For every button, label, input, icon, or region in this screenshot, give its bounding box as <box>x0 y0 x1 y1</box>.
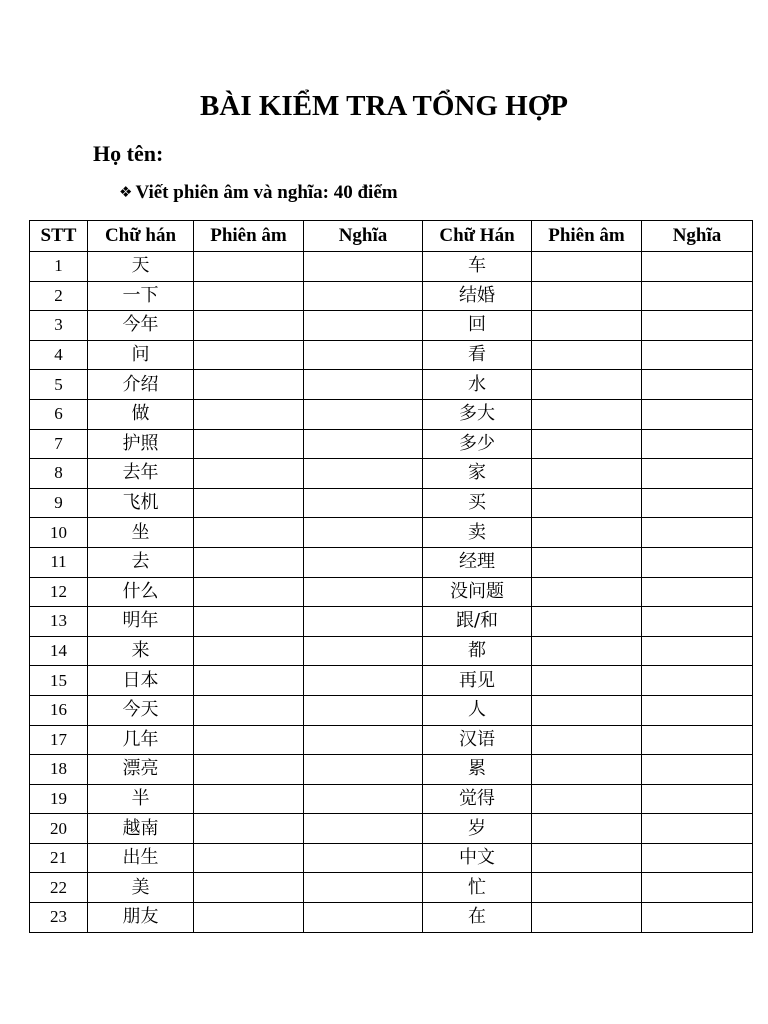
pinyin-input-left[interactable] <box>194 814 304 844</box>
hanzi-cell-left: 来 <box>88 636 194 666</box>
instruction <box>119 180 398 206</box>
meaning-input-right[interactable] <box>642 399 753 429</box>
pinyin-input-left[interactable] <box>194 725 304 755</box>
hanzi-cell-right: 家 <box>423 459 532 489</box>
table-row <box>30 695 753 725</box>
pinyin-input-right[interactable] <box>532 399 642 429</box>
stt-cell: 1 <box>30 252 88 282</box>
pinyin-input-right[interactable] <box>532 459 642 489</box>
hanzi-cell-left: 问 <box>88 340 194 370</box>
pinyin-input-right[interactable] <box>532 281 642 311</box>
table-row <box>30 311 753 341</box>
hanzi-cell-left: 去 <box>88 547 194 577</box>
hanzi-cell-left: 天 <box>88 252 194 282</box>
table-row <box>30 252 753 282</box>
stt-cell: 7 <box>30 429 88 459</box>
vocabulary-table <box>29 220 753 933</box>
meaning-input-right[interactable] <box>642 252 753 282</box>
hanzi-cell-right: 看 <box>423 340 532 370</box>
stt-cell: 22 <box>30 873 88 903</box>
meaning-input-left[interactable] <box>304 607 423 637</box>
stt-cell: 18 <box>30 755 88 785</box>
pinyin-input-right[interactable] <box>532 518 642 548</box>
stt-cell: 3 <box>30 311 88 341</box>
hanzi-cell-right: 车 <box>423 252 532 282</box>
table-row <box>30 281 753 311</box>
hanzi-cell-left: 什么 <box>88 577 194 607</box>
header-chu-han-right: Chữ Hán <box>423 221 532 252</box>
meaning-input-right[interactable] <box>642 873 753 903</box>
pinyin-input-left[interactable] <box>194 547 304 577</box>
hanzi-cell-right: 跟/和 <box>423 607 532 637</box>
table-row <box>30 725 753 755</box>
name-label: Họ tên: <box>93 141 164 166</box>
table-row <box>30 459 753 489</box>
hanzi-cell-left: 飞机 <box>88 488 194 518</box>
meaning-input-left[interactable] <box>304 843 423 873</box>
hanzi-cell-left: 去年 <box>88 459 194 489</box>
hanzi-cell-left: 坐 <box>88 518 194 548</box>
pinyin-input-left[interactable] <box>194 459 304 489</box>
meaning-input-left[interactable] <box>304 518 423 548</box>
hanzi-cell-right: 水 <box>423 370 532 400</box>
hanzi-cell-left: 半 <box>88 784 194 814</box>
hanzi-cell-right: 累 <box>423 755 532 785</box>
hanzi-cell-right: 都 <box>423 636 532 666</box>
hanzi-cell-right: 买 <box>423 488 532 518</box>
meaning-input-right[interactable] <box>642 784 753 814</box>
meaning-input-left[interactable] <box>304 903 423 933</box>
stt-cell: 8 <box>30 459 88 489</box>
meaning-input-right[interactable] <box>642 755 753 785</box>
pinyin-input-right[interactable] <box>532 547 642 577</box>
diamond-bullet-icon: ❖ <box>119 183 133 201</box>
instruction-text: Viết phiên âm và nghĩa: 40 điểm <box>135 182 398 203</box>
pinyin-input-left[interactable] <box>194 607 304 637</box>
pinyin-input-left[interactable] <box>194 636 304 666</box>
pinyin-input-left[interactable] <box>194 755 304 785</box>
meaning-input-left[interactable] <box>304 755 423 785</box>
pinyin-input-left[interactable] <box>194 695 304 725</box>
pinyin-input-left[interactable] <box>194 340 304 370</box>
stt-cell: 19 <box>30 784 88 814</box>
table-row <box>30 518 753 548</box>
hanzi-cell-left: 越南 <box>88 814 194 844</box>
pinyin-input-left[interactable] <box>194 370 304 400</box>
meaning-input-left[interactable] <box>304 725 423 755</box>
stt-cell: 12 <box>30 577 88 607</box>
stt-cell: 16 <box>30 695 88 725</box>
header-phien-am-right: Phiên âm <box>532 221 642 252</box>
stt-cell: 21 <box>30 843 88 873</box>
meaning-input-right[interactable] <box>642 311 753 341</box>
table-row <box>30 843 753 873</box>
meaning-input-left[interactable] <box>304 340 423 370</box>
meaning-input-left[interactable] <box>304 547 423 577</box>
stt-cell: 10 <box>30 518 88 548</box>
pinyin-input-right[interactable] <box>532 340 642 370</box>
pinyin-input-right[interactable] <box>532 784 642 814</box>
hanzi-cell-right: 在 <box>423 903 532 933</box>
hanzi-cell-left: 日本 <box>88 666 194 696</box>
table-row <box>30 547 753 577</box>
pinyin-input-right[interactable] <box>532 814 642 844</box>
meaning-input-right[interactable] <box>642 429 753 459</box>
meaning-input-left[interactable] <box>304 695 423 725</box>
table-row <box>30 814 753 844</box>
pinyin-input-left[interactable] <box>194 311 304 341</box>
meaning-input-right[interactable] <box>642 577 753 607</box>
meaning-input-left[interactable] <box>304 281 423 311</box>
hanzi-cell-right: 结婚 <box>423 281 532 311</box>
header-nghia-left: Nghĩa <box>304 221 423 252</box>
table-row <box>30 370 753 400</box>
pinyin-input-left[interactable] <box>194 488 304 518</box>
hanzi-cell-right: 回 <box>423 311 532 341</box>
meaning-input-right[interactable] <box>642 547 753 577</box>
pinyin-input-right[interactable] <box>532 488 642 518</box>
table-row <box>30 755 753 785</box>
table-row <box>30 784 753 814</box>
meaning-input-right[interactable] <box>642 607 753 637</box>
pinyin-input-right[interactable] <box>532 607 642 637</box>
meaning-input-right[interactable] <box>642 725 753 755</box>
table-row <box>30 903 753 933</box>
pinyin-input-right[interactable] <box>532 252 642 282</box>
stt-cell: 17 <box>30 725 88 755</box>
pinyin-input-left[interactable] <box>194 873 304 903</box>
meaning-input-left[interactable] <box>304 814 423 844</box>
stt-cell: 23 <box>30 903 88 933</box>
pinyin-input-right[interactable] <box>532 429 642 459</box>
stt-cell: 5 <box>30 370 88 400</box>
table-row <box>30 636 753 666</box>
hanzi-cell-right: 觉得 <box>423 784 532 814</box>
meaning-input-right[interactable] <box>642 636 753 666</box>
meaning-input-right[interactable] <box>642 459 753 489</box>
meaning-input-left[interactable] <box>304 666 423 696</box>
stt-cell: 9 <box>30 488 88 518</box>
hanzi-cell-right: 汉语 <box>423 725 532 755</box>
meaning-input-left[interactable] <box>304 370 423 400</box>
hanzi-cell-left: 一下 <box>88 281 194 311</box>
pinyin-input-left[interactable] <box>194 843 304 873</box>
page-title: BÀI KIỂM TRA TỔNG HỢP <box>200 90 568 122</box>
meaning-input-left[interactable] <box>304 488 423 518</box>
hanzi-cell-left: 介绍 <box>88 370 194 400</box>
pinyin-input-left[interactable] <box>194 518 304 548</box>
stt-cell: 2 <box>30 281 88 311</box>
table-row <box>30 666 753 696</box>
table-header-row <box>30 221 753 252</box>
hanzi-cell-right: 经理 <box>423 547 532 577</box>
hanzi-cell-left: 美 <box>88 873 194 903</box>
table-row <box>30 488 753 518</box>
pinyin-input-left[interactable] <box>194 281 304 311</box>
pinyin-input-left[interactable] <box>194 666 304 696</box>
stt-cell: 4 <box>30 340 88 370</box>
hanzi-cell-left: 朋友 <box>88 903 194 933</box>
stt-cell: 20 <box>30 814 88 844</box>
pinyin-input-right[interactable] <box>532 636 642 666</box>
table-row <box>30 873 753 903</box>
meaning-input-left[interactable] <box>304 459 423 489</box>
hanzi-cell-left: 明年 <box>88 607 194 637</box>
hanzi-cell-right: 岁 <box>423 814 532 844</box>
hanzi-cell-left: 几年 <box>88 725 194 755</box>
meaning-input-right[interactable] <box>642 370 753 400</box>
hanzi-cell-right: 人 <box>423 695 532 725</box>
meaning-input-left[interactable] <box>304 577 423 607</box>
meaning-input-right[interactable] <box>642 518 753 548</box>
meaning-input-right[interactable] <box>642 666 753 696</box>
hanzi-cell-right: 卖 <box>423 518 532 548</box>
table-row <box>30 429 753 459</box>
stt-cell: 6 <box>30 399 88 429</box>
table-row <box>30 340 753 370</box>
pinyin-input-right[interactable] <box>532 577 642 607</box>
hanzi-cell-left: 今天 <box>88 695 194 725</box>
pinyin-input-right[interactable] <box>532 903 642 933</box>
pinyin-input-left[interactable] <box>194 429 304 459</box>
pinyin-input-left[interactable] <box>194 252 304 282</box>
hanzi-cell-right: 多大 <box>423 399 532 429</box>
table-row <box>30 577 753 607</box>
hanzi-cell-right: 没问题 <box>423 577 532 607</box>
meaning-input-right[interactable] <box>642 488 753 518</box>
stt-cell: 14 <box>30 636 88 666</box>
meaning-input-right[interactable] <box>642 843 753 873</box>
meaning-input-right[interactable] <box>642 695 753 725</box>
stt-cell: 13 <box>30 607 88 637</box>
meaning-input-right[interactable] <box>642 903 753 933</box>
stt-cell: 11 <box>30 547 88 577</box>
pinyin-input-right[interactable] <box>532 311 642 341</box>
pinyin-input-right[interactable] <box>532 725 642 755</box>
pinyin-input-right[interactable] <box>532 695 642 725</box>
meaning-input-right[interactable] <box>642 814 753 844</box>
table-row <box>30 607 753 637</box>
pinyin-input-right[interactable] <box>532 843 642 873</box>
header-chu-han-left: Chữ hán <box>88 221 194 252</box>
meaning-input-left[interactable] <box>304 636 423 666</box>
pinyin-input-left[interactable] <box>194 577 304 607</box>
table-row <box>30 399 753 429</box>
meaning-input-left[interactable] <box>304 311 423 341</box>
pinyin-input-right[interactable] <box>532 370 642 400</box>
hanzi-cell-right: 多少 <box>423 429 532 459</box>
hanzi-cell-left: 漂亮 <box>88 755 194 785</box>
hanzi-cell-right: 再见 <box>423 666 532 696</box>
meaning-input-right[interactable] <box>642 340 753 370</box>
meaning-input-left[interactable] <box>304 252 423 282</box>
pinyin-input-left[interactable] <box>194 903 304 933</box>
meaning-input-left[interactable] <box>304 429 423 459</box>
hanzi-cell-left: 护照 <box>88 429 194 459</box>
header-stt: STT <box>30 221 88 252</box>
pinyin-input-right[interactable] <box>532 873 642 903</box>
hanzi-cell-right: 忙 <box>423 873 532 903</box>
meaning-input-right[interactable] <box>642 281 753 311</box>
pinyin-input-right[interactable] <box>532 755 642 785</box>
header-phien-am-left: Phiên âm <box>194 221 304 252</box>
hanzi-cell-right: 中文 <box>423 843 532 873</box>
meaning-input-left[interactable] <box>304 784 423 814</box>
hanzi-cell-left: 今年 <box>88 311 194 341</box>
pinyin-input-right[interactable] <box>532 666 642 696</box>
hanzi-cell-left: 出生 <box>88 843 194 873</box>
meaning-input-left[interactable] <box>304 399 423 429</box>
header-nghia-right: Nghĩa <box>642 221 753 252</box>
pinyin-input-left[interactable] <box>194 784 304 814</box>
stt-cell: 15 <box>30 666 88 696</box>
meaning-input-left[interactable] <box>304 873 423 903</box>
pinyin-input-left[interactable] <box>194 399 304 429</box>
hanzi-cell-left: 做 <box>88 399 194 429</box>
